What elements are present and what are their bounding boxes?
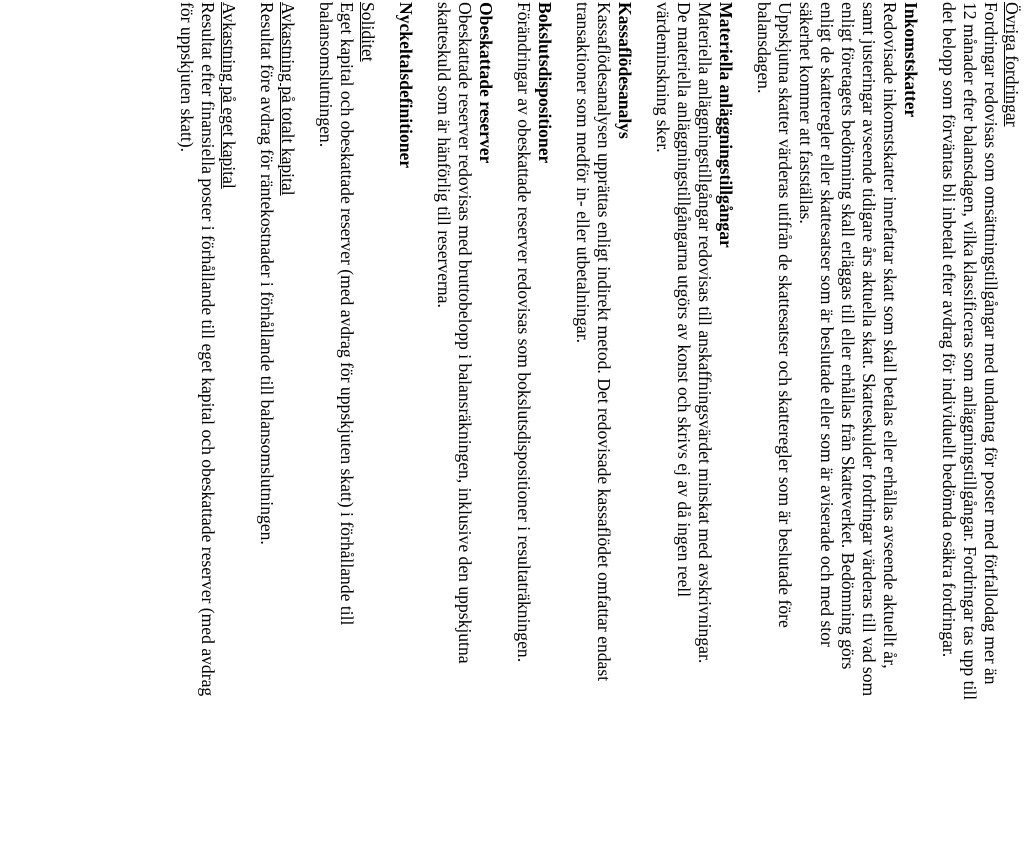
definition-body: Resultat efter finansiella poster i förhållande till eget kapital och obeskattade reserver (med avdrag för uppskjuten skatt). [177,2,218,697]
section-body: Materiella anläggningstillgångar redovisas till anskaffningsvärdet minskat med avskrivningar. De materiella anläggningstillgångarna utgörs av konst och skrivs ej av då ingen reell värdeminskning sker. [653,2,715,664]
section-inkomstskatter [753,2,921,846]
definition-avkastning-totalt-kapital [256,2,298,846]
section-obeskattade-reserver [433,2,496,846]
definition-heading: Soliditet [358,2,378,62]
definitions-heading: Nyckeltalsdefinitioner [396,2,416,169]
section-heading: Bokslutsdispositioner [535,2,555,164]
section-heading: Obeskattade reserver [476,2,496,164]
definition-body: Resultat före avdrag för räntekostnader i förhållande till balansomslutningen. [257,2,277,545]
definition-heading: Avkastning på eget kapital [219,2,239,189]
definition-soliditet [315,2,378,846]
section-body: Redovisade inkomstskatter innefattar skatt som skall betalas eller erhållas avseende aktuellt år, samt justeringar avseende tidigare års aktuella skatt. Skatteskulder fordringar värderas till vad som enligt företagets bedömning skall erläggas till eller erhållas från Skatteverket. Bedömning görs enligt de skatteregler eller skattesatser som är beslutade eller som är aviserade och med stor säkerhet kommer att fastställas. Uppskjutna skatter värderas utifrån de skattesatser och skatteregler som är beslutade före balansdagen. [754,2,900,697]
section-heading: Övriga fordringar [1002,2,1022,127]
definition-avkastning-eget-kapital [176,2,239,846]
section-materiella-anlaggningstillgangar [652,2,736,846]
definition-heading: Avkastning på totalt kapital [278,2,298,196]
section-bokslutsdispositioner [513,2,555,846]
section-body: Fordringar redovisas som omsättningstillgångar med undantag för poster med förfallodag mer än 12 månader efter balansdagen, vilka klassificeras som anläggningstillgångar. Fordringar tas upp till det belopp som förväntas bli inbetalt efter avdrag för individuellt bedömda osäkra fordringar. [939,2,1001,701]
section-heading: Materiella anläggningstillgångar [716,2,736,248]
section-heading: Inkomstskatter [901,2,921,118]
definition-body: Eget kapital och obeskattade reserver (med avdrag för uppskjuten skatt) i förhållande till balansomslutningen. [316,2,357,626]
section-body: Förändringar av obeskattade reserver redovisas som bokslutsdispositioner i resultaträkningen. [514,2,534,663]
section-heading: Kassaflödesanalys [615,2,635,139]
section-body: Obeskattade reserver redovisas med bruttobelopp i balansräkningen, inklusive den uppskjutna skatteskuld som är hänförlig till reserverna. [434,2,475,664]
section-body: Kassaflödesanalysen upprättas enligt indirekt metod. Det redovisade kassaflödet omfattar endast transaktioner som medför in- eller utbetalningar. [573,2,614,682]
section-kassaflodesanalys [572,2,635,846]
section-ovriga-fordringar [938,2,1022,846]
